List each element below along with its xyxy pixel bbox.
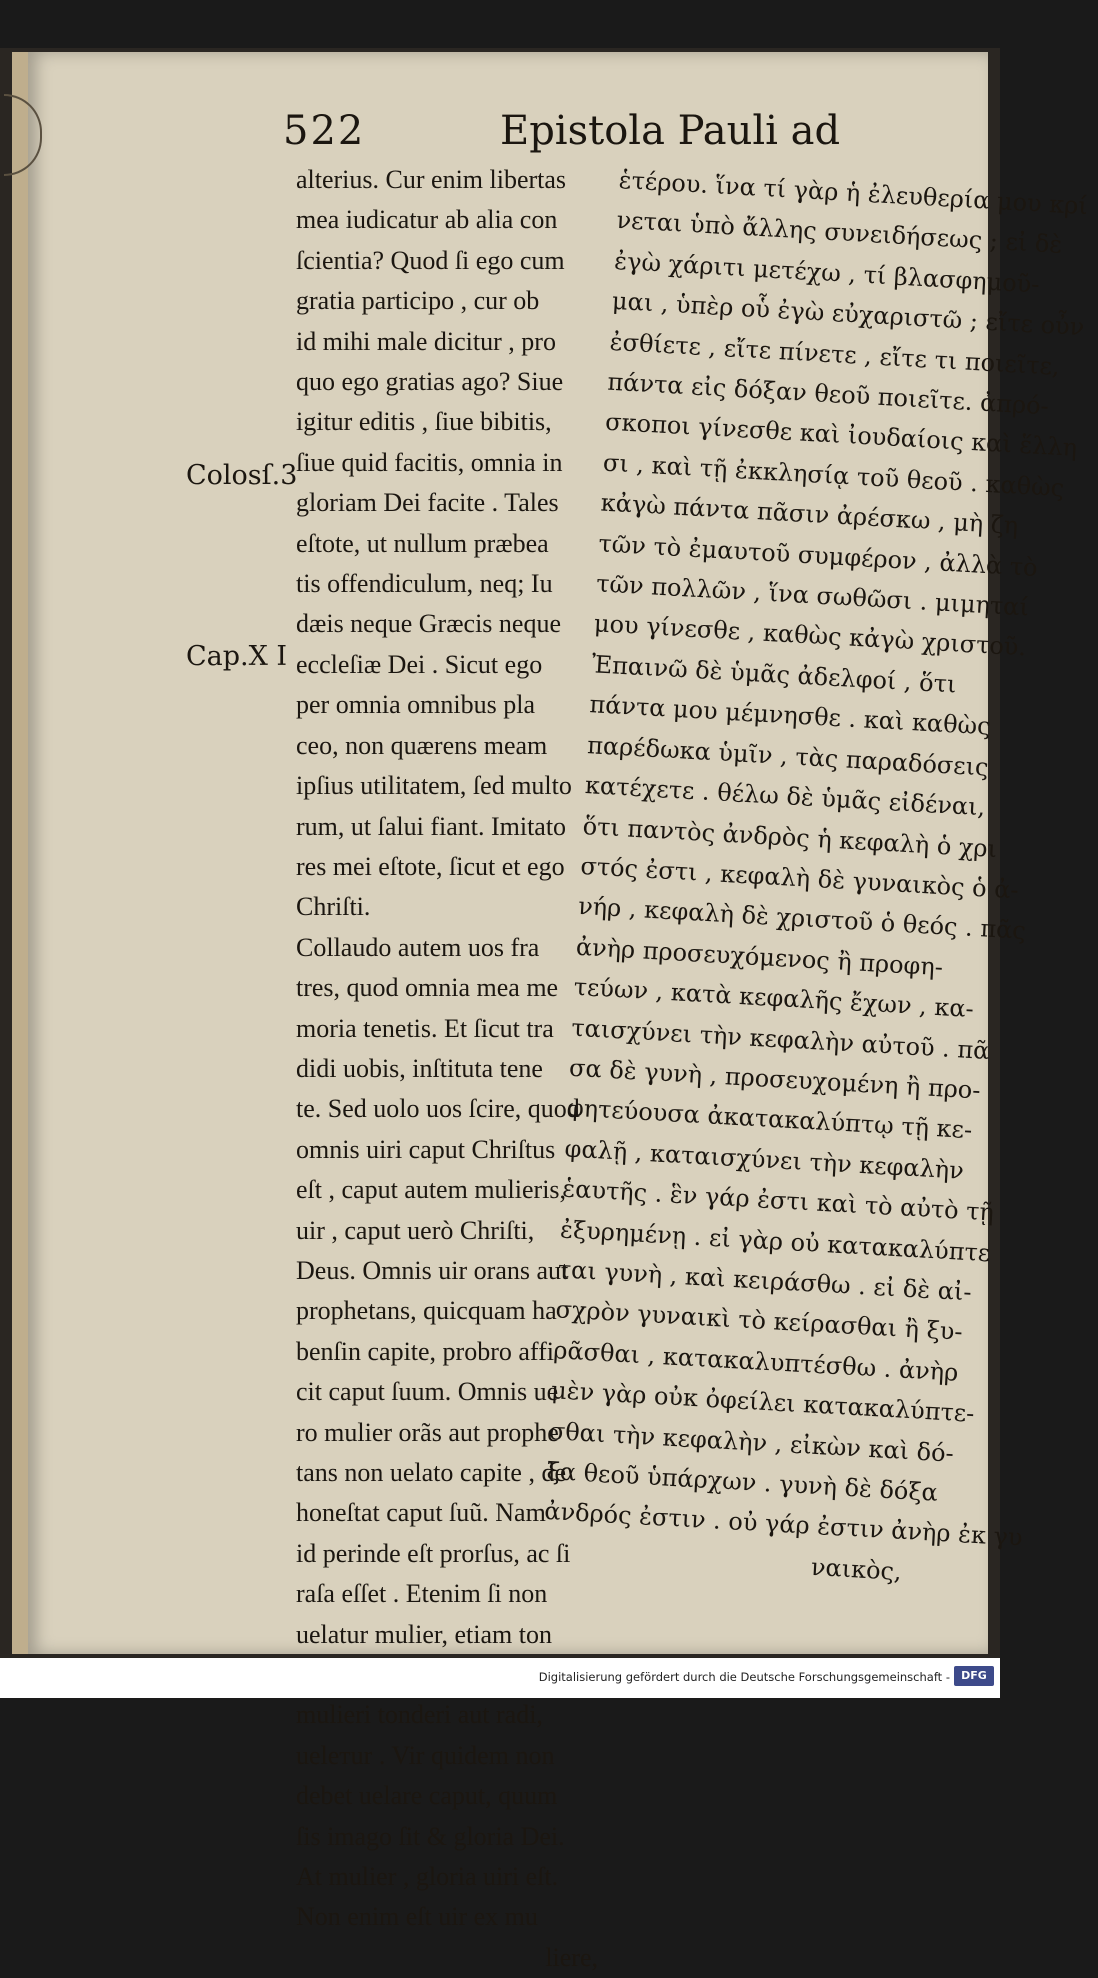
latin-text-line: mulieri tonderi aut radi, (296, 1700, 543, 1730)
greek-text-line: μαι , ὑπὲρ οὗ ἐγὼ εὐχαριστῶ ; εἴτε οὖν (611, 287, 1086, 342)
greek-text-line: τῶν πολλῶν , ἵνα σωθῶσι . μιμηταί (595, 569, 1030, 622)
latin-text-line: ſis imago ſit & gloria Dei. (296, 1821, 565, 1851)
greek-text-line: σχρὸν γυναικὶ τὸ κείρασθαι ἢ ξυ- (554, 1295, 964, 1347)
greek-text-line: ἐγὼ χάριτι μετέχω , τί βλασφημοῦ- (613, 246, 1041, 299)
greek-text-line: τῶν τὸ ἐμαυτοῦ συμφέρον , ἀλλὰ τὸ (597, 529, 1039, 582)
latin-text-line: tans non uelato capite , de (296, 1458, 567, 1487)
latin-text-line: benſin capite, probro affi (296, 1336, 554, 1366)
greek-text-line: παρέδωκα ὑμῖν , τὰς παραδόσεις (586, 730, 990, 782)
greek-text-line: ται γυνὴ , καὶ κειράσθω . εἰ δὲ αἰ- (557, 1255, 973, 1307)
greek-text-line: ξα θεοῦ ὑπάρχων . γυνὴ δὲ δόξα (545, 1456, 939, 1507)
greek-text-line: ρᾶσθαι , κατακαλυπτέσθω . ἀνὴρ (552, 1335, 960, 1387)
greek-text-line: στός ἐστι , κεφαλὴ δὲ γυναικὸς ὁ ἀ- (579, 851, 1020, 905)
latin-text-line: Deus. Omnis uir orans aut (296, 1255, 569, 1285)
greek-text-line: φητεύουσα ἀκατακαλύπτῳ τῇ κε- (566, 1093, 973, 1145)
latin-text-line: eſt , caput autem mulieris, (296, 1175, 567, 1205)
latin-text-line: ceo, non quærens meam (296, 730, 548, 760)
latin-text-line: omnis uiri caput Chriſtus (296, 1134, 556, 1164)
latin-column (296, 160, 598, 1978)
latin-text-line: mea iudicatur ab alia con (296, 205, 558, 235)
greek-text-line: ἑτέρου. ἵνα τί γὰρ ἡ ἐλευθερία μου κρί (618, 165, 1089, 221)
latin-text-line: ſcientia? Quod ſi ego cum (296, 245, 565, 275)
greek-text-line: κατέχετε . θέλω δὲ ὑμᾶς εἰδέναι, (584, 771, 986, 822)
greek-text-line: τεύων , κατὰ κεφαλῆς ἔχων , κα- (572, 972, 975, 1024)
latin-text-line: Chriſti. (296, 892, 371, 922)
latin-text-line: tis offendiculum, neq; Iu (296, 569, 553, 599)
running-title: Epistola Pauli ad (500, 108, 841, 154)
latin-text-line: eſtote, ut nullum præbea (296, 528, 549, 558)
latin-text-line: didi uobis, inſtituta tene (296, 1053, 543, 1083)
greek-text-line: κἀγὼ πάντα πᾶσιν ἀρέσκω , μὴ ζη (600, 488, 1019, 541)
margin-note-chapter: Cap.X I (186, 641, 288, 672)
greek-text-line: ὅτι παντὸς ἀνδρὸς ἡ κεφαλὴ ὁ χρι (582, 811, 998, 863)
margin-note-colossians: Colosſ.3 (186, 460, 298, 491)
latin-text-line: Collaudo autem uos fra (296, 932, 540, 962)
page-number: 522 (283, 108, 366, 154)
latin-text-line: alterius. Cur enim libertas (296, 165, 567, 194)
latin-text-line: Non enim eſt uir ex mu (296, 1902, 538, 1932)
greek-text-line: πάντα εἰς δόξαν θεοῦ ποιεῖτε. ἀπρό- (606, 367, 1050, 421)
greek-text-line: σκοποι γίνεσθε καὶ ἰουδαίοις καὶ ἕλλη (604, 408, 1078, 463)
footer-credit: Digitalisierung gefördert durch die Deutsche Forschungsgemeinschaft - (538, 1670, 950, 1684)
greek-text-line: ἑαυτῆς . ἓν γάρ ἐστι καὶ τὸ αὐτὸ τῇ (561, 1174, 995, 1227)
latin-text-line: te. Sed uolo uos ſcire, quod (296, 1094, 580, 1124)
latin-text-line: tres, quod omnia mea me (296, 973, 559, 1003)
greek-text-line: νήρ , κεφαλὴ δὲ χριστοῦ ὁ θεός . πᾶς (577, 892, 1027, 946)
latin-text-line: ſiue quid facitis, omnia in (296, 447, 563, 477)
greek-text-line: ναικὸς, (810, 1552, 903, 1586)
footer-bar (0, 1658, 1000, 1698)
latin-text-line: ipſius utilitatem, ſed multo (296, 771, 572, 801)
latin-text-line: moria tenetis. Et ſicut tra (296, 1013, 554, 1043)
latin-text-line: uelatur mulier, etiam ton (296, 1619, 552, 1649)
latin-text-line: cit caput ſuum. Omnis ue (296, 1377, 559, 1407)
latin-text-line: rum, ut ſalui fiant. Imitato (296, 811, 567, 841)
latin-text-line: eccleſiæ Dei . Sicut ego (296, 649, 543, 679)
latin-text-line: gloriam Dei facite . Tales (296, 488, 559, 518)
latin-text-line: honeſtat caput ſuũ. Nam (296, 1498, 546, 1528)
latin-text-line: uelетur . Vir quidem non (296, 1740, 555, 1770)
dfg-logo: DFG (954, 1666, 994, 1686)
latin-text-line: At mulier , gloria uiri eſt. (296, 1862, 559, 1892)
latin-text-line: res mei eſtote, ſicut et ego (296, 851, 565, 881)
latin-text-line: liere, (545, 1942, 598, 1972)
greek-text-line: ἐξυρημένῃ . εἰ γὰρ οὐ κατακαλύπτε (559, 1214, 992, 1267)
greek-text-line: ἐσθίετε , εἴτε πίνετε , εἴτε τι ποιεῖτε, (609, 327, 1061, 381)
greek-text-line: Ἐπαινῶ δὲ ὑμᾶς ἀδελφοί , ὅτι (591, 650, 958, 699)
latin-text-line: uir , caput uerò Chriſti, (296, 1215, 535, 1245)
latin-text-line: quo ego gratias ago? Siue (296, 367, 564, 397)
latin-text-line: debet uelare caput, quum (296, 1781, 558, 1811)
greek-text-line: ἀνὴρ προσευχόμενος ἢ προφη- (575, 932, 944, 981)
latin-text-line: dæis neque Græcis neque (296, 609, 562, 639)
greek-text-line: ἀνδρός ἐστιν . οὐ γάρ ἐστιν ἀνὴρ ἐκ γυ (543, 1497, 1024, 1553)
greek-text-line: νεται ὑπὸ ἄλλης συνειδήσεως ; εἰ δὲ (615, 206, 1063, 260)
latin-text-line: per omnia omnibus pla (296, 690, 536, 720)
greek-text-line: σι , καὶ τῇ ἐκκλησίᾳ τοῦ θεοῦ . καθὼς (602, 448, 1065, 503)
latin-text-line: igitur editis , ſiue bibitis, (296, 407, 552, 437)
greek-text-line: μου γίνεσθε , καθὼς κἀγὼ χριστοῦ. (593, 609, 1027, 662)
greek-text-line: μὲν γὰρ οὐκ ὀφείλει κατακαλύπτε- (550, 1376, 976, 1428)
greek-text-line: σα δὲ γυνὴ , προσευχομένη ἢ προ- (568, 1053, 982, 1105)
latin-text-line: prophetans, quicquam ha (296, 1296, 557, 1326)
greek-text-line: σθαι τὴν κεφαλὴν , εἰκὼν καὶ δό- (548, 1416, 955, 1468)
latin-text-line: id mihi male dicitur , pro (296, 326, 556, 356)
latin-text-line: id perinde eſt prorſus, ac ſi (296, 1538, 571, 1568)
latin-text-line: ro mulier orãs aut prophe (296, 1417, 559, 1447)
greek-text-line: ταισχύνει τὴν κεφαλὴν αὐτοῦ . πᾶ (570, 1013, 991, 1065)
latin-text-line: gratia participo , cur ob (296, 286, 540, 316)
greek-text-line: φαλῇ , καταισχύνει τὴν κεφαλὴν (563, 1134, 965, 1185)
greek-text-line: πάντα μου μέμνησθε . καὶ καθὼς (588, 690, 992, 741)
latin-text-line: raſa eſſet . Etenim ſi non (296, 1579, 548, 1609)
